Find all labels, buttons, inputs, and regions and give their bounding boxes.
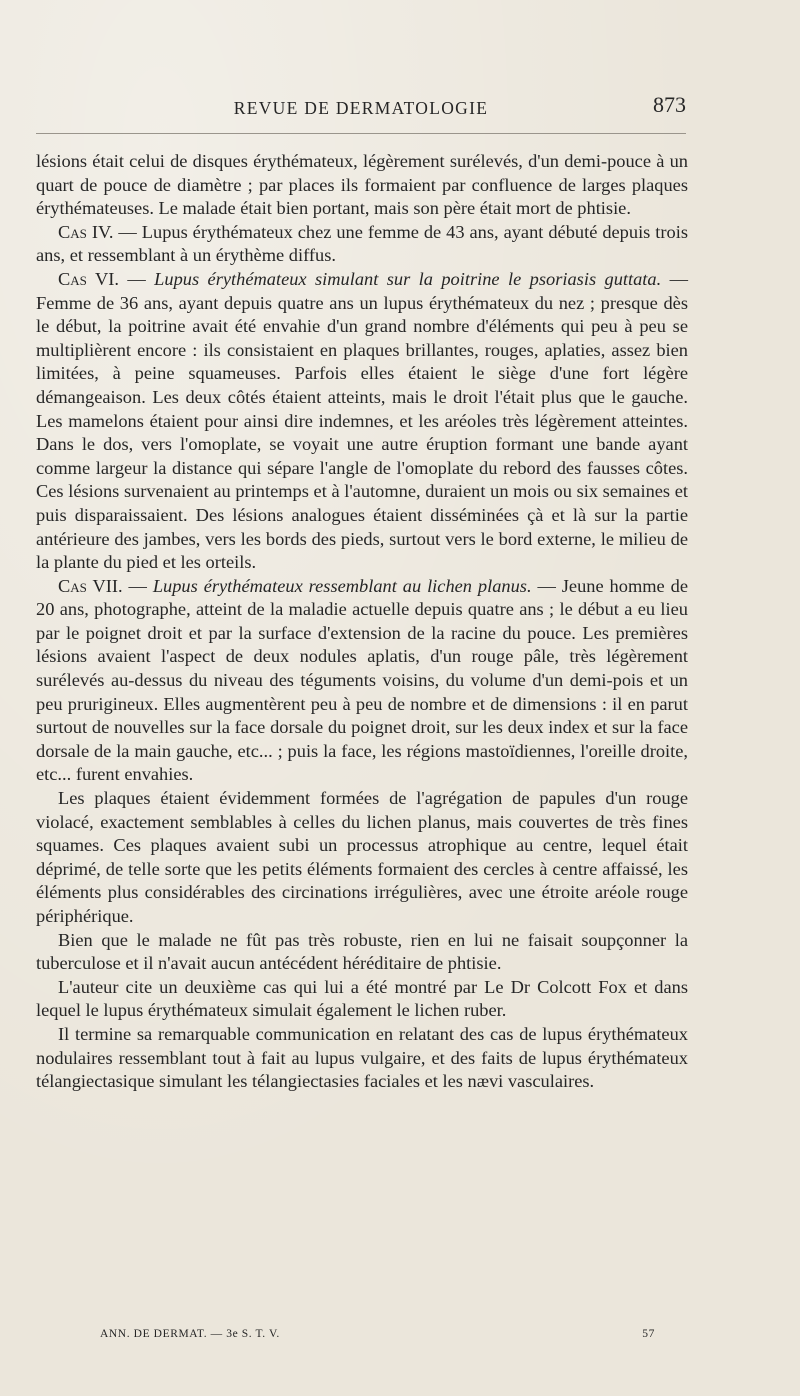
paragraph-continuation: lésions était celui de disques érythémateux, légèrement surélevés, d'un demi-pouce à un quart de pouce de diamètre ; par places ils formaient par confluence de larges plaques érythémateuses. Le malade était bien portant, mais son père était mort de phtisie.: [36, 151, 688, 219]
case-label: Cas IV.: [58, 221, 114, 242]
paragraph-plaques: Les plaques étaient évidemment formées de l'agrégation de papules d'un rouge violacé, exactement semblables à celles du lichen planus, mais couvertes de très fines squames. Ces plaques avaient subi un processus atrophique au centre, lequel était déprimé, de telle sorte que les petits éléments formaient des cercles à centre affaissé, les éléments plus considérables des circinations irrégulières, avec une étroite aréole rouge périphérique.: [36, 788, 688, 926]
paragraph-cas-iv: [36, 221, 688, 268]
header-rule: [36, 133, 686, 134]
paragraph-cas-vii: [36, 575, 688, 787]
paragraph-robuste: Bien que le malade ne fût pas très robuste, rien en lui ne faisait soupçonner la tuberculose et il n'avait aucun antécédent héréditaire de phtisie.: [36, 929, 688, 974]
page-footer: [100, 1328, 655, 1346]
case-label: Cas VI.: [58, 268, 119, 289]
paragraph-conclusion: Il termine sa remarquable communication en relatant des cas de lupus érythémateux nodulaires ressemblant tout à fait au lupus vulgaire, et des faits de lupus érythémateux télangiectasique simulant les télangiectasies faciales et les nævi vasculaires.: [36, 1023, 688, 1092]
body-text: [36, 150, 688, 1094]
footer-signature: ANN. DE DERMAT. — 3e S. T. V.: [100, 1328, 280, 1340]
case-label: Cas VII.: [58, 575, 123, 596]
page-number: 873: [653, 92, 686, 117]
running-header: [36, 92, 686, 122]
case-text: — Femme de 36 ans, ayant depuis quatre ans un lupus érythémateux du nez ; presque dès le début, la poitrine avait été envahie d'un grand nombre d'éléments qui peu à peu se multiplièrent encore : ils consistaient en plaques brillantes, rouges, aplaties, assez bien limitées, à peine squameuses. Parfois elles étaient le siège d'une fort légère démangeaison. Les deux côtés étaient atteints, mais le droit l'était plus que le gauche. Les mamelons étaient pour ainsi dire indemnes, et les aréoles très légèrement atteintes. Dans le dos, vers l'omoplate, se voyait une autre éruption formant une bande ayant comme largeur la distance qui sépare l'angle de l'omoplate du rebord des fausses côtes. Ces lésions survenaient au printemps et à l'automne, duraient un mois ou six semaines et puis disparaissaient. Des lésions analogues étaient disséminées çà et là sur la partie antérieure des jambes, vers les bords des pieds, surtout vers le bord externe, le milieu de la plante du pied et les orteils.: [36, 268, 689, 573]
case-text: — Lupus érythémateux chez une femme de 43 ans, ayant débuté depuis trois ans, et ressemblant à un érythème diffus.: [36, 221, 688, 266]
case-title: Lupus érythémateux simulant sur la poitrine le psoriasis guttata.: [154, 268, 662, 289]
case-dash: —: [122, 575, 153, 596]
case-text: — Jeune homme de 20 ans, photographe, atteint de la maladie actuelle depuis quatre ans ; le début a eu lieu par le poignet droit et par la surface d'extension de la racine du pouce. Les premières lésions avaient l'aspect de deux nodules aplatis, d'un rouge pâle, très légèrement surélevés au-dessus du niveau des téguments voisins, du volume d'un demi-pois et un peu prurigineux. Elles augmentèrent peu à peu de nombre et de dimensions : il en parut surtout de nouvelles sur la face dorsale du poignet droit, sur les deux index et sur la face dorsale de la main gauche, etc... ; puis la face, les régions mastoïdiennes, l'oreille droite, etc... furent envahies.: [36, 575, 688, 785]
footer-sheet-number: 57: [642, 1328, 655, 1340]
case-dash: —: [118, 268, 155, 289]
case-title: Lupus érythémateux ressemblant au lichen planus.: [152, 575, 532, 596]
paragraph-auteur: L'auteur cite un deuxième cas qui lui a été montré par Le Dr Colcott Fox et dans lequel le lupus érythémateux simulait également le lichen ruber.: [36, 976, 688, 1021]
running-title: REVUE DE DERMATOLOGIE: [233, 98, 489, 118]
paragraph-cas-vi: [36, 268, 688, 575]
